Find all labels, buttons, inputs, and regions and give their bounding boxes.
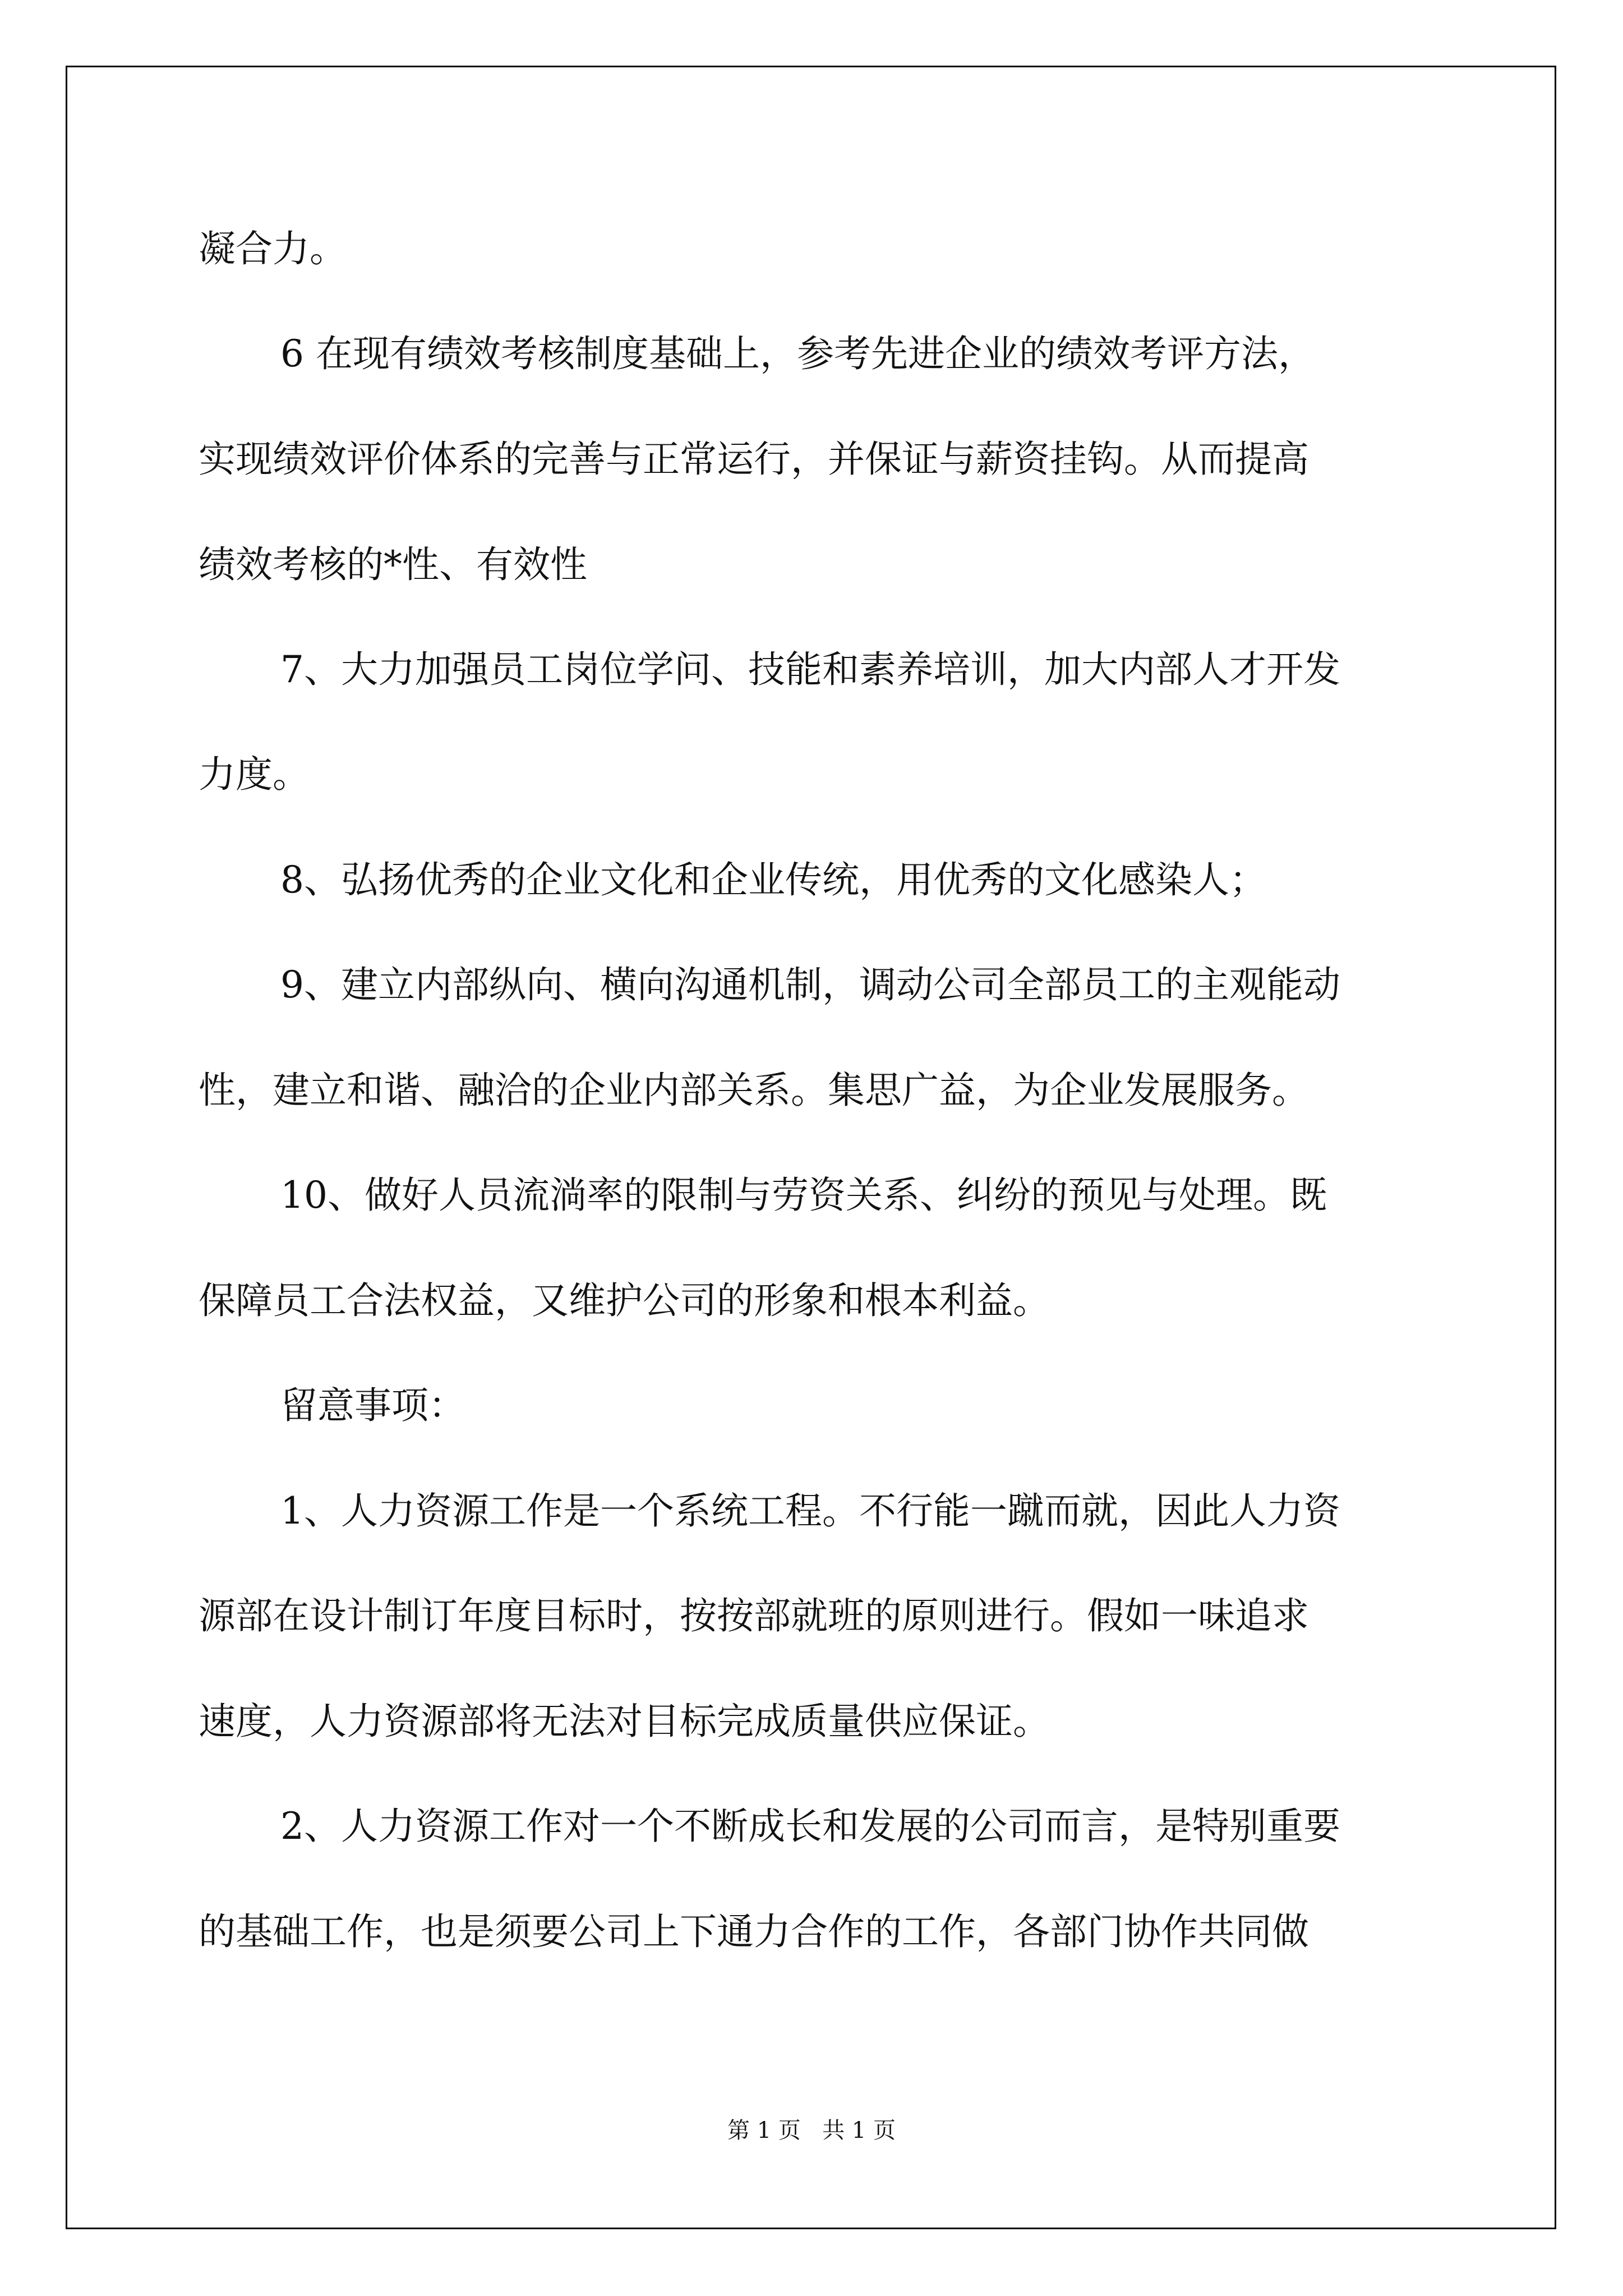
body-line: 凝合力。 — [199, 227, 347, 270]
body-line: 速度，人力资源部将无法对目标完成质量供应保证。 — [199, 1700, 1050, 1743]
body-line: 实现绩效评价体系的完善与正常运行，并保证与薪资挂钩。从而提高 — [199, 438, 1309, 481]
body-line: 1、人力资源工作是一个系统工程。不行能一蹴而就，因此人力资 — [280, 1489, 1340, 1533]
section-heading: 留意事项： — [280, 1384, 465, 1427]
body-line: 力度。 — [199, 753, 310, 796]
body-line: 6 在现有绩效考核制度基础上，参考先进企业的绩效考评方法， — [280, 332, 1315, 375]
body-line: 7、大力加强员工岗位学问、技能和素养培训，加大内部人才开发 — [280, 648, 1340, 691]
body-line: 绩效考核的*性、有效性 — [199, 543, 587, 586]
page-number-footer: 第 1 页 共 1 页 — [727, 2118, 896, 2143]
body-line: 9、建立内部纵向、横向沟通机制，调动公司全部员工的主观能动 — [280, 963, 1340, 1006]
body-line: 10、做好人员流淌率的限制与劳资关系、纠纷的预见与处理。既 — [280, 1174, 1327, 1217]
body-line: 保障员工合法权益，又维护公司的形象和根本利益。 — [199, 1279, 1050, 1322]
body-line: 2、人力资源工作对一个不断成长和发展的公司而言，是特别重要 — [280, 1805, 1340, 1848]
body-line: 的基础工作，也是须要公司上下通力合作的工作，各部门协作共同做 — [199, 1910, 1309, 1953]
body-line: 8、弘扬优秀的企业文化和企业传统，用优秀的文化感染人； — [280, 858, 1266, 901]
body-line: 源部在设计制订年度目标时，按按部就班的原则进行。假如一味追求 — [199, 1594, 1309, 1637]
page-border — [66, 66, 1556, 2229]
body-line: 性，建立和谐、融洽的企业内部关系。集思广益，为企业发展服务。 — [199, 1069, 1309, 1112]
